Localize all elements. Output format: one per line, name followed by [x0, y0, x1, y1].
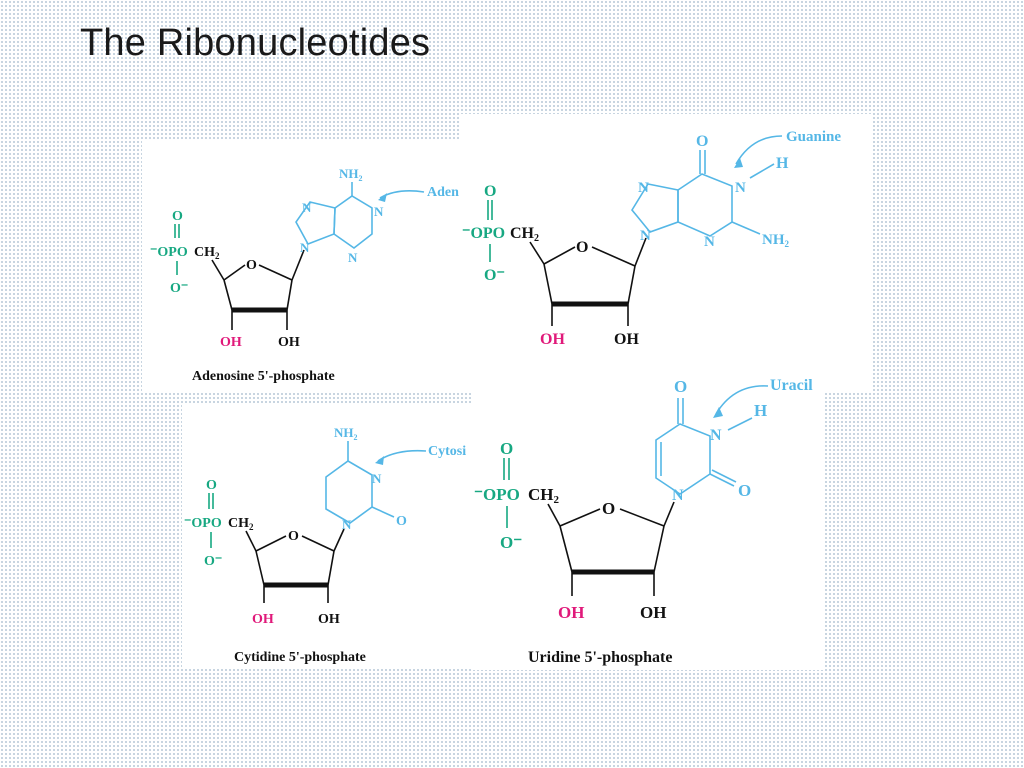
- ch2-label: CH2: [528, 485, 559, 506]
- base-n7: N: [638, 180, 649, 196]
- uridine-monophosphate-figure: [472, 378, 824, 670]
- cytidine-monophosphate-figure: [182, 405, 472, 667]
- phosphate-opo: ⁻OPO: [474, 485, 520, 504]
- base-n7: N: [302, 200, 312, 215]
- phosphate-o-bottom: O⁻: [484, 267, 505, 284]
- carbonyl-oxygen-c4: O: [674, 378, 688, 396]
- carbonyl-oxygen: O: [696, 133, 709, 150]
- imino-hydrogen: H: [776, 155, 789, 172]
- ch2-label: $CH_2$: [228, 516, 254, 532]
- imino-hydrogen: H: [754, 401, 768, 420]
- ring-oxygen: O: [576, 239, 589, 256]
- slide-title: The Ribonucleotides: [80, 22, 431, 64]
- ring-oxygen: O: [288, 529, 299, 544]
- amino-group: $NH_2$: [762, 232, 789, 249]
- phosphate-o-top: O: [484, 183, 497, 200]
- base-n3: N: [348, 250, 358, 265]
- base-label: Guanine: [786, 129, 842, 145]
- uridine-structure: [472, 378, 824, 670]
- phosphate-o-bottom: O⁻: [204, 554, 223, 569]
- nucleotide-name: Uridine 5'-phosphate: [528, 649, 673, 666]
- base-label: Aden: [427, 185, 459, 200]
- hydroxyl-2prime: OH: [558, 603, 585, 622]
- hydroxyl-3prime: OH: [640, 603, 667, 622]
- base-label: Uracil: [770, 378, 813, 394]
- base-n3: N: [704, 234, 715, 250]
- hydroxyl-2prime: OH: [252, 612, 274, 627]
- phosphate-o-bottom: O⁻: [500, 533, 523, 552]
- phosphate-opo: ⁻OPO: [184, 516, 222, 531]
- carbonyl-oxygen: O: [396, 514, 407, 529]
- phosphate-o-top: O: [500, 439, 514, 458]
- base-n1: N: [735, 180, 746, 196]
- amino-group: $NH_2$: [334, 425, 358, 442]
- base-n3: N: [710, 427, 722, 444]
- ring-oxygen: O: [602, 499, 616, 518]
- adenosine-monophosphate-figure: [142, 140, 460, 392]
- nucleotide-name: Adenosine 5'-phosphate: [192, 369, 335, 384]
- base-n9: N: [640, 228, 651, 244]
- ch2-label: $CH_2$: [194, 245, 220, 261]
- guanosine-monophosphate-figure: [460, 114, 872, 392]
- hydroxyl-3prime: OH: [614, 331, 639, 348]
- hydroxyl-2prime: OH: [220, 335, 242, 350]
- adenosine-structure: [142, 140, 460, 392]
- ring-oxygen: O: [246, 258, 257, 273]
- phosphate-opo: ⁻OPO: [150, 245, 188, 260]
- amino-group: $NH_2$: [339, 166, 363, 183]
- phosphate-o-bottom: O⁻: [170, 281, 189, 296]
- phosphate-o-top: O: [206, 478, 217, 493]
- base-n1: N: [374, 204, 384, 219]
- base-n1: N: [342, 517, 352, 532]
- base-label: Cytosi: [428, 444, 467, 459]
- carbonyl-oxygen-c2: O: [738, 481, 752, 500]
- cytidine-structure: [182, 405, 472, 667]
- hydroxyl-2prime: OH: [540, 331, 565, 348]
- phosphate-opo: ⁻OPO: [462, 225, 506, 242]
- base-n9: N: [300, 240, 310, 255]
- hydroxyl-3prime: OH: [318, 612, 340, 627]
- nucleotide-name: Cytidine 5'-phosphate: [234, 650, 366, 665]
- base-n1: N: [672, 487, 684, 504]
- phosphate-o-top: O: [172, 209, 183, 224]
- hydroxyl-3prime: OH: [278, 335, 300, 350]
- guanosine-structure: [460, 114, 872, 392]
- ch2-label: CH2: [510, 225, 539, 244]
- base-n3: N: [372, 471, 382, 486]
